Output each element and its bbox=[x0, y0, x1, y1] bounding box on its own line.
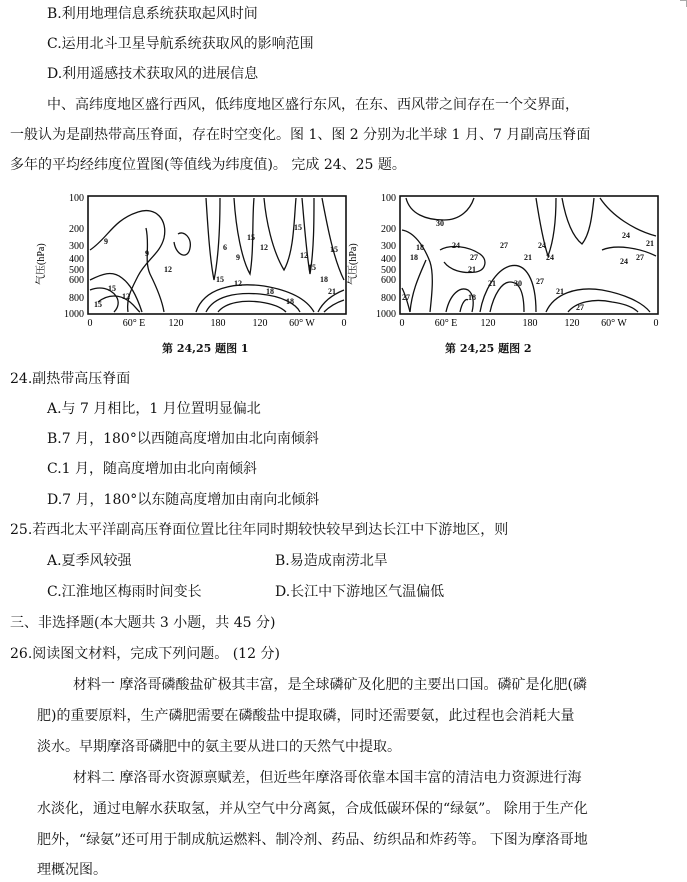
intro-paragraph-line-2: 一般认为是副热带高压脊面，存在时空变化。图 1、图 2 分别为北半球 1 月、7 月副高压脊面 bbox=[10, 127, 591, 143]
fig2-ytick: 500 bbox=[381, 265, 396, 276]
q24-option-b: B.7 月，180°以西随高度增加由北向南倾斜 bbox=[47, 431, 319, 447]
figure-2-contour-chart bbox=[350, 190, 665, 334]
contour-label: 15 bbox=[330, 245, 338, 254]
contour-label: 24 bbox=[538, 241, 546, 250]
fig1-ytick: 600 bbox=[69, 275, 84, 286]
fig2-ylabel: 气压(hPa) bbox=[348, 243, 359, 285]
section-three-heading: 三、非选择题(本大题共 3 小题，共 45 分) bbox=[10, 615, 276, 631]
contour-label: 21 bbox=[524, 253, 532, 262]
contour-label: 18 bbox=[286, 297, 294, 306]
q24-option-a: A.与 7 月相比，1 月位置明显偏北 bbox=[47, 401, 261, 417]
intro-paragraph-line-3: 多年的平均经纬度位置图(等值线为纬度值)。 完成 24、25 题。 bbox=[10, 157, 406, 173]
fig2-ytick: 600 bbox=[381, 275, 396, 286]
contour-label: 12 bbox=[122, 292, 130, 301]
fig2-xtick: 60° W bbox=[601, 318, 627, 329]
contour-label: 21 bbox=[468, 265, 476, 274]
fig2-xtick: 0 bbox=[653, 318, 659, 329]
question-25-stem: 25.若西北太平洋副高压脊面位置比往年同时期较快较早到达长江中下游地区，则 bbox=[10, 522, 509, 538]
contour-label: 9 bbox=[104, 237, 108, 246]
contour-label: 24 bbox=[546, 253, 554, 262]
figure-1-contour-chart bbox=[38, 190, 353, 334]
fig1-xtick: 0 bbox=[87, 318, 93, 329]
option-b-q23: B.利用地理信息系统获取起风时间 bbox=[47, 6, 258, 22]
fig1-ytick: 300 bbox=[69, 241, 84, 252]
contour-label: 15 bbox=[294, 223, 302, 232]
contour-label: 12 bbox=[164, 265, 172, 274]
contour-label: 21 bbox=[646, 239, 654, 248]
fig1-xtick: 0 bbox=[341, 318, 347, 329]
figure-1-caption: 第 24,25 题图 1 bbox=[162, 342, 249, 355]
fig2-ytick: 300 bbox=[381, 241, 396, 252]
contour-label: 27 bbox=[576, 303, 584, 312]
fig1-ylabel: 气压(hPa) bbox=[36, 243, 47, 285]
fig1-xtick: 120 bbox=[252, 318, 268, 329]
fig2-ytick: 1000 bbox=[376, 309, 396, 320]
figure-2-caption: 第 24,25 题图 2 bbox=[445, 342, 532, 355]
material-2-line-3: 肥外，“绿氨”还可用于制成航运燃料、制冷剂、药品、纺织品和炸药等。 下图为摩洛哥地 bbox=[37, 832, 588, 848]
fig2-xtick: 60° E bbox=[434, 318, 458, 329]
contour-label: 15 bbox=[247, 233, 255, 242]
page-corner-mark bbox=[680, 0, 687, 7]
contour-label: 15 bbox=[216, 275, 224, 284]
material-1-line-3: 淡水。早期摩洛哥磷肥中的氨主要从进口的天然气中提取。 bbox=[37, 739, 401, 755]
contour-label: 24 bbox=[622, 231, 630, 240]
contour-label: 15 bbox=[308, 263, 316, 272]
contour-label: 6 bbox=[223, 243, 227, 252]
contour-label: 24 bbox=[620, 257, 628, 266]
material-2-line-2: 水淡化，通过电解水获取氢，并从空气中分离氮，合成低碳环保的“绿氨”。 除用于生产化 bbox=[37, 801, 588, 817]
option-c-q23: C.运用北斗卫星导航系统获取风的影响范围 bbox=[47, 36, 314, 52]
fig1-ytick: 100 bbox=[69, 193, 84, 204]
fig2-ytick: 100 bbox=[381, 193, 396, 204]
question-26-stem: 26.阅读图文材料，完成下列问题。 (12 分) bbox=[10, 646, 280, 662]
fig2-ytick: 200 bbox=[381, 224, 396, 235]
fig1-ytick: 800 bbox=[69, 293, 84, 304]
contour-label: 9 bbox=[236, 253, 240, 262]
contour-label: 15 bbox=[94, 300, 102, 309]
q24-option-c: C.1 月，随高度增加由北向南倾斜 bbox=[47, 461, 258, 477]
material-1-line-2: 肥)的重要原料，生产磷肥需要在磷酸盐中提取磷，同时还需要氨，此过程也会消耗大量 bbox=[37, 708, 575, 724]
fig2-xtick: 120 bbox=[480, 318, 496, 329]
material-2-line-4: 理概况图。 bbox=[37, 862, 107, 878]
fig2-ytick: 800 bbox=[381, 293, 396, 304]
contour-label: 21 bbox=[328, 287, 336, 296]
intro-paragraph-line-1: 中、高纬度地区盛行西风，低纬度地区盛行东风，在东、西风带之间存在一个交界面， bbox=[47, 97, 579, 113]
contour-label: 12 bbox=[234, 279, 242, 288]
contour-label: 27 bbox=[636, 253, 644, 262]
fig2-xtick: 0 bbox=[399, 318, 405, 329]
fig1-ytick: 1000 bbox=[64, 309, 84, 320]
fig1-xtick: 120 bbox=[168, 318, 184, 329]
contour-label: 30 bbox=[436, 219, 444, 228]
contour-label: 15 bbox=[108, 284, 116, 293]
contour-label: 18 bbox=[468, 293, 476, 302]
q24-option-d: D.7 月，180°以东随高度增加由南向北倾斜 bbox=[47, 492, 320, 508]
fig1-ytick: 400 bbox=[69, 254, 84, 265]
question-24-stem: 24.副热带高压脊面 bbox=[10, 371, 131, 387]
fig2-ytick: 400 bbox=[381, 254, 396, 265]
contour-label: 30 bbox=[514, 279, 522, 288]
fig1-xtick: 180 bbox=[210, 318, 226, 329]
q25-option-b: B.易造成南涝北旱 bbox=[275, 553, 388, 569]
option-d-q23: D.利用遥感技术获取风的进展信息 bbox=[47, 66, 259, 82]
material-1-line-1: 材料一 摩洛哥磷酸盐矿极其丰富，是全球磷矿及化肥的主要出口国。磷矿是化肥(磷 bbox=[73, 677, 587, 693]
contour-label: 21 bbox=[556, 287, 564, 296]
contour-label: 18 bbox=[320, 275, 328, 284]
q25-option-a: A.夏季风较强 bbox=[47, 553, 132, 569]
contour-label: 18 bbox=[416, 243, 424, 252]
fig1-xtick: 60° W bbox=[289, 318, 315, 329]
contour-label: 18 bbox=[266, 287, 274, 296]
contour-label: 9 bbox=[145, 249, 149, 258]
contour-label: 27 bbox=[402, 293, 410, 302]
material-2-line-1: 材料二 摩洛哥水资源禀赋差，但近些年摩洛哥依靠本国丰富的清洁电力资源进行海 bbox=[73, 770, 582, 786]
contour-label: 18 bbox=[410, 253, 418, 262]
fig2-xtick: 120 bbox=[564, 318, 580, 329]
q25-option-c: C.江淮地区梅雨时间变长 bbox=[47, 584, 202, 600]
contour-label: 27 bbox=[470, 253, 478, 262]
fig1-xtick: 60° E bbox=[122, 318, 146, 329]
fig2-xtick: 180 bbox=[522, 318, 538, 329]
contour-label: 12 bbox=[300, 251, 308, 260]
fig1-ytick: 500 bbox=[69, 265, 84, 276]
fig1-ytick: 200 bbox=[69, 224, 84, 235]
q25-option-d: D.长江中下游地区气温偏低 bbox=[275, 584, 445, 600]
contour-label: 27 bbox=[500, 241, 508, 250]
contour-label: 21 bbox=[488, 279, 496, 288]
contour-label: 24 bbox=[452, 241, 460, 250]
contour-label: 12 bbox=[260, 243, 268, 252]
contour-label: 27 bbox=[536, 277, 544, 286]
